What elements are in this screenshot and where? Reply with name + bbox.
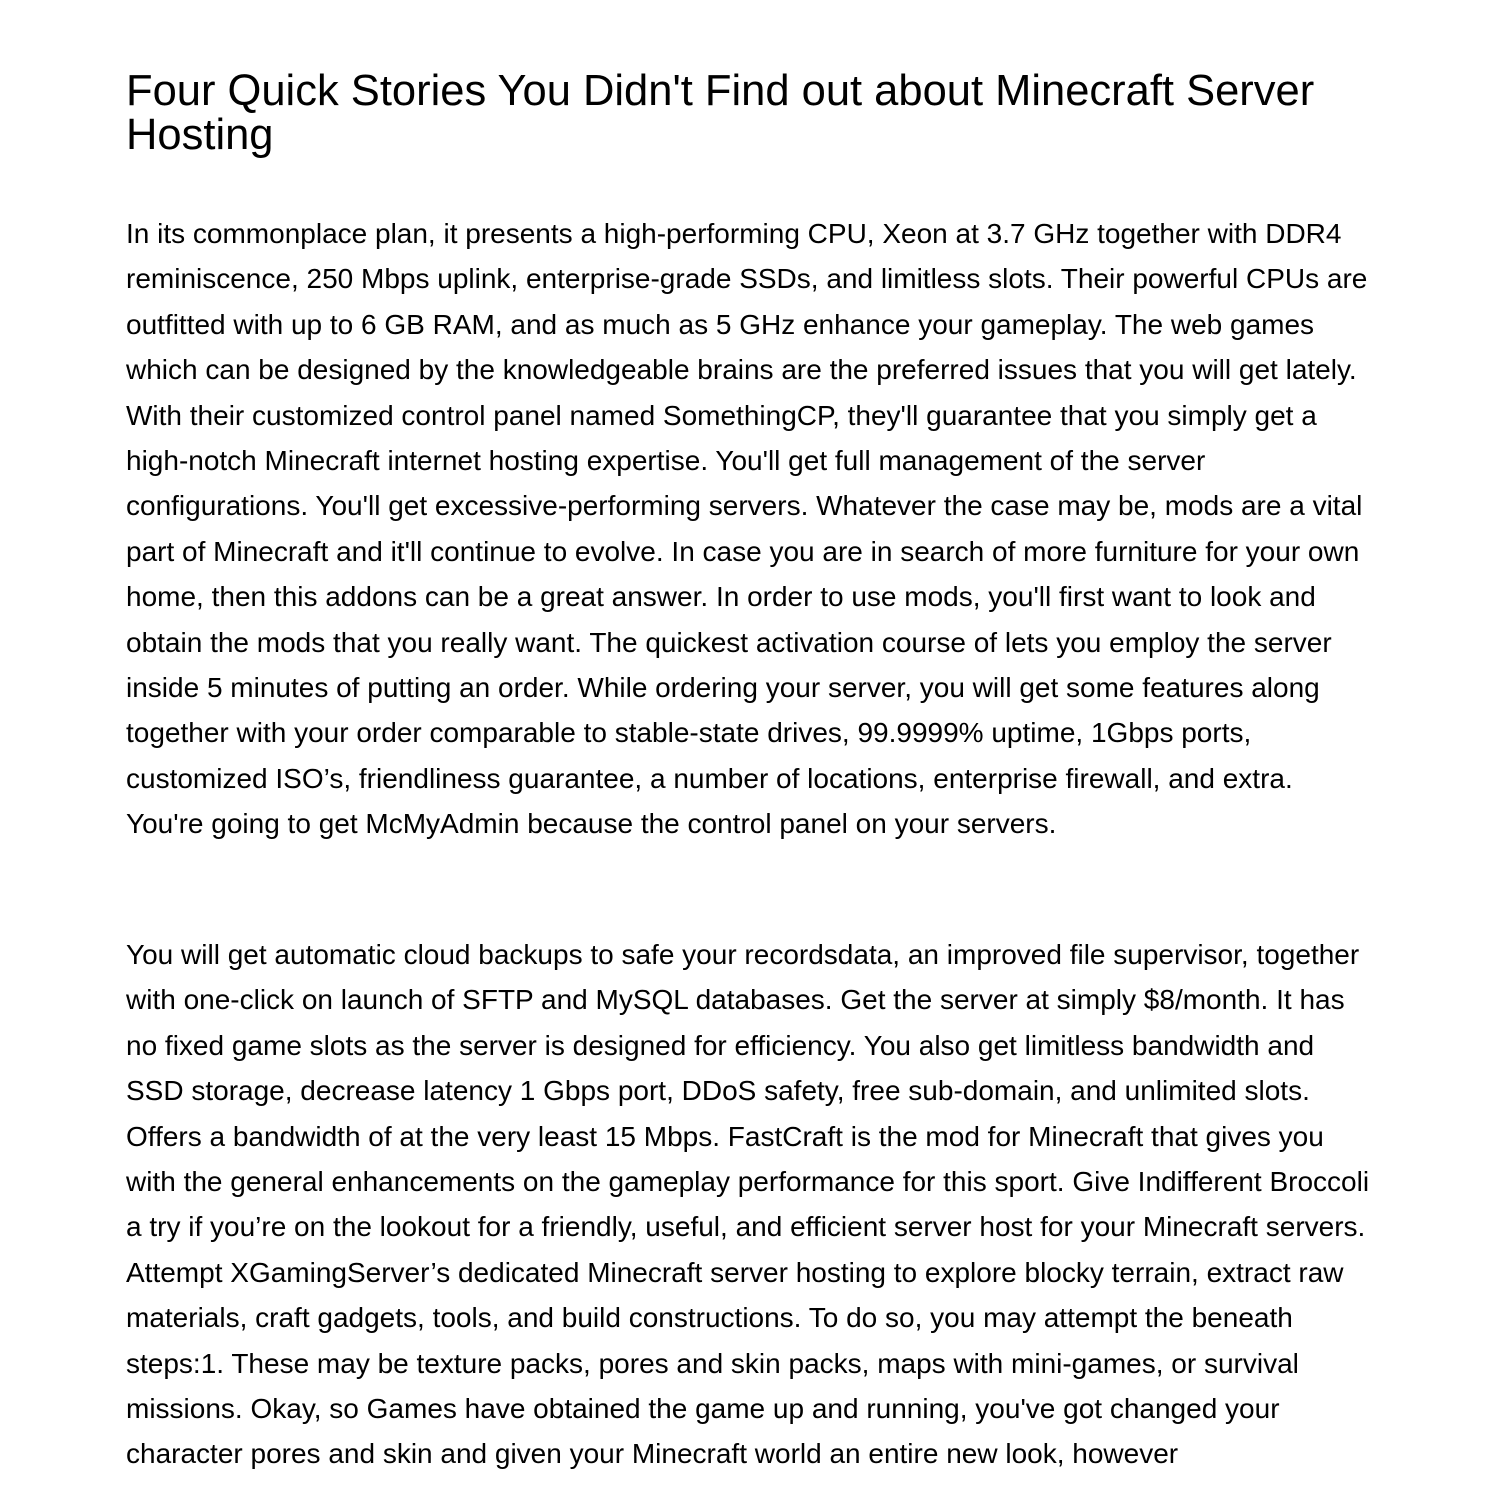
document-page (126, 0, 1376, 1500)
paragraph-1: In its commonplace plan, it presents a high-performing CPU, Xeon at 3.7 GHz together with DDR4 reminiscence, 250 Mbps uplink, enterprise-grade SSDs, and limitless slots. Their powerful CPUs are outfitted with up to 6 GB RAM, and as much as 5 GHz enhance your gameplay. The web games which can be designed by the knowledgeable brains are the preferred issues that you will get lately. With their customized control panel named SomethingCP, they'll guarantee that you simply get a high-notch Minecraft internet hosting expertise. You'll get full management of the server configurations. You'll get excessive-performing servers. Whatever the case may be, mods are a vital part of Minecraft and it'll continue to evolve. In case you are in search of more furniture for your own home, then this addons can be a great answer. In order to use mods, you'll first want to look and obtain the mods that you really want. The quickest activation course of lets you employ the server inside 5 minutes of putting an order. While ordering your server, you will get some features along together with your order comparable to stable-state drives, 99.9999% uptime, 1Gbps ports, customized ISO’s, friendliness guarantee, a number of locations, enterprise firewall, and extra. You're going to get McMyAdmin because the control panel on your servers. (126, 218, 1368, 840)
paragraph-2: You will get automatic cloud backups to safe your recordsdata, an improved file supervisor, together with one-click on launch of SFTP and MySQL databases. Get the server at simply $8/month. It has no fixed game slots as the server is designed for efficiency. You also get limitless bandwidth and SSD storage, decrease latency 1 Gbps port, DDoS safety, free sub-domain, and unlimited slots. Offers a bandwidth of at the very least 15 Mbps. FastCraft is the mod for Minecraft that gives you with the general enhancements on the gameplay performance for this sport. Give Indifferent Broccoli a try if you’re on the lookout for a friendly, useful, and efficient server host for your Minecraft servers. Attempt XGamingServer’s dedicated Minecraft server hosting to explore blocky terrain, extract raw materials, craft gadgets, tools, and build constructions. To do so, you may attempt the beneath steps:1. These may be texture packs, pores and skin packs, maps with mini-games, or survival missions. Okay, so Games have obtained the game up and running, you've got changed your character pores and skin and given your Minecraft world an entire new look, however (126, 939, 1370, 1470)
document-title: Four Quick Stories You Didn't Find out about Minecraft Server Hosting (126, 67, 1315, 159)
